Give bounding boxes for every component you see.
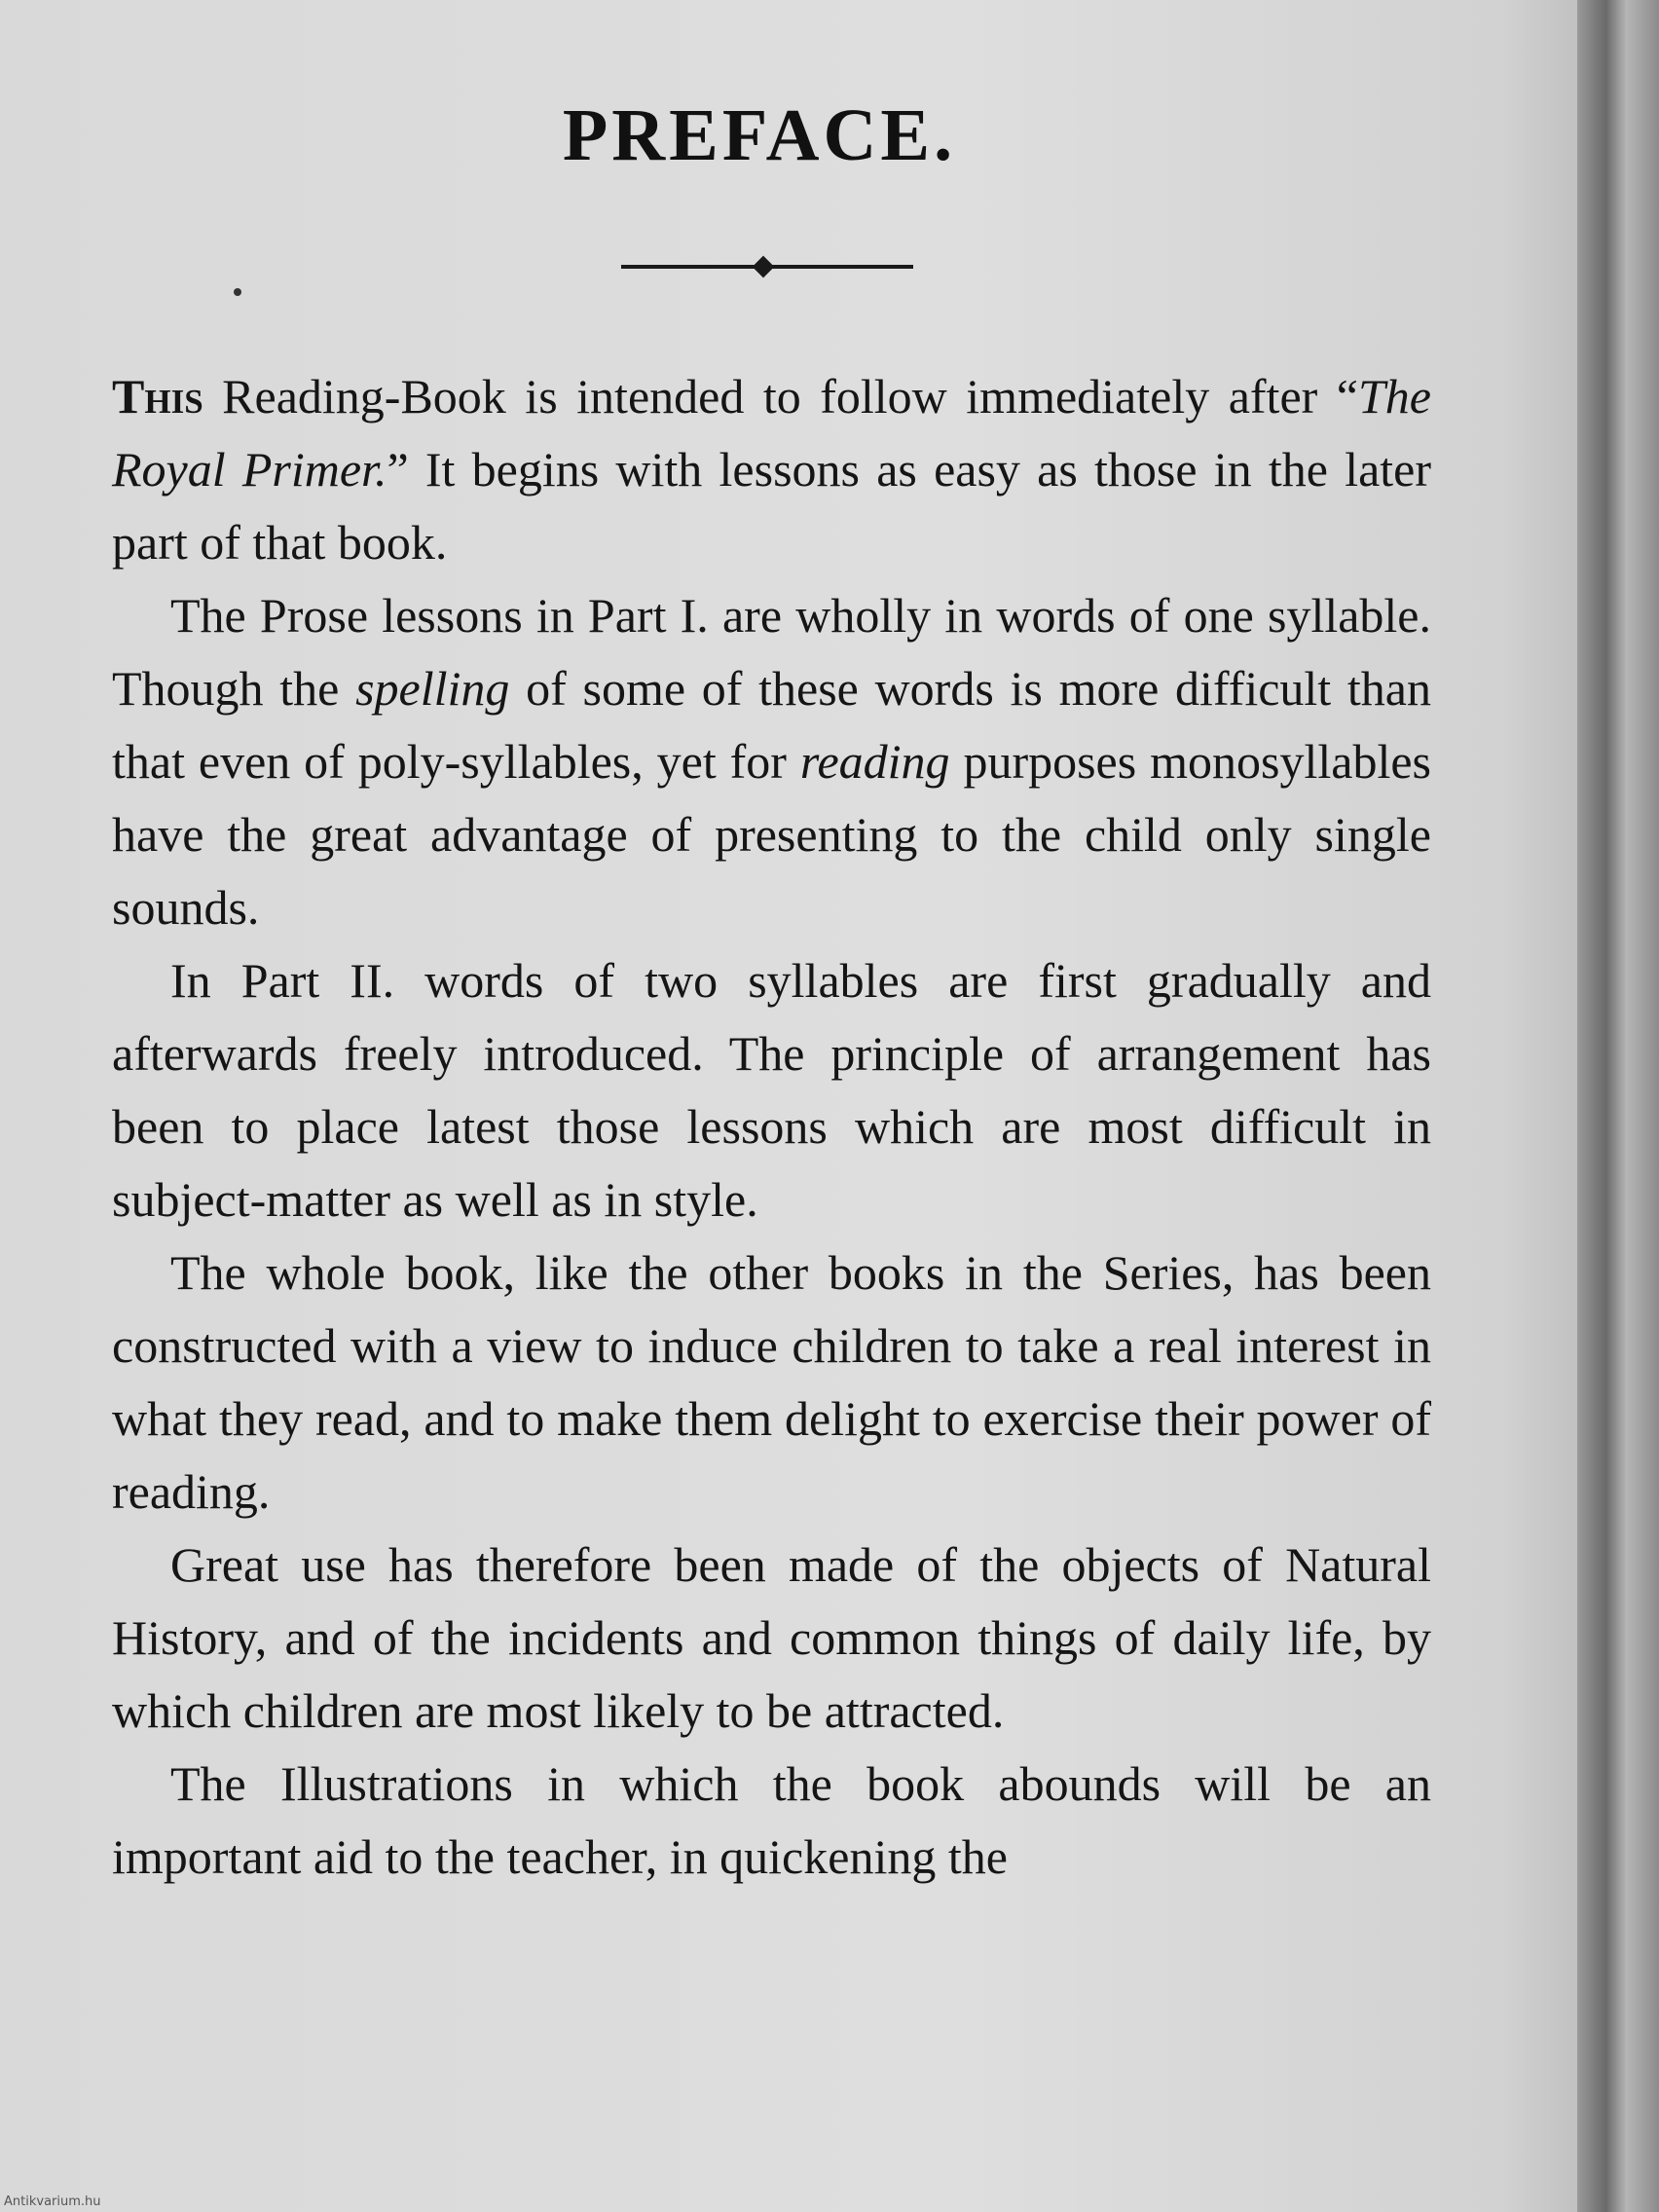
paragraph-1	[112, 360, 1431, 579]
paragraph-5: Great use has therefore been made of the objects of Natural History, and of the incidents and common things of daily life, by which children are most likely to be attracted.	[112, 1537, 1431, 1738]
paragraph-2	[112, 579, 1431, 944]
emphasis-reading: reading	[799, 734, 950, 789]
book-spine-shadow	[1577, 0, 1659, 2212]
paragraph-2-text-b: of some of these words is more difficult than that even of poly-syllables, yet for	[112, 661, 1431, 789]
watermark: Antikvarium.hu	[4, 2194, 101, 2209]
preface-body	[112, 360, 1431, 1894]
book-title-reference: The Royal Primer.	[112, 369, 1431, 497]
paragraph-1-lead: This	[112, 369, 203, 424]
emphasis-spelling: spelling	[355, 661, 510, 716]
paragraph-2-text-c: purposes monosyllables have the great advantage of presenting to the child only single sounds.	[112, 734, 1431, 935]
paragraph-3: In Part II. words of two syllables are first gradually and afterwards freely introduced. The principle of arrangement has been to place latest those lessons which are most difficult in subject-matter as well as in style.	[112, 953, 1431, 1227]
paragraph-2-text-a: The Prose lessons in Part I. are wholly in words of one syllable. Though the	[112, 588, 1431, 716]
paragraph-4: The whole book, like the other books in the Series, has been constructed with a view to induce children to take a real interest in what they read, and to make them delight to exercise their power of reading.	[112, 1245, 1431, 1519]
paragraph-6: The Illustrations in which the book abounds will be an important aid to the teacher, in quickening the	[112, 1756, 1431, 1884]
paragraph-1-text-a: Reading-Book is intended to follow immediately after “	[203, 369, 1358, 424]
paragraph-1-text-b: ” It begins with lessons as easy as those in the later part of that book.	[112, 442, 1432, 570]
ink-speck	[234, 288, 241, 296]
page-title: PREFACE.	[562, 94, 957, 176]
